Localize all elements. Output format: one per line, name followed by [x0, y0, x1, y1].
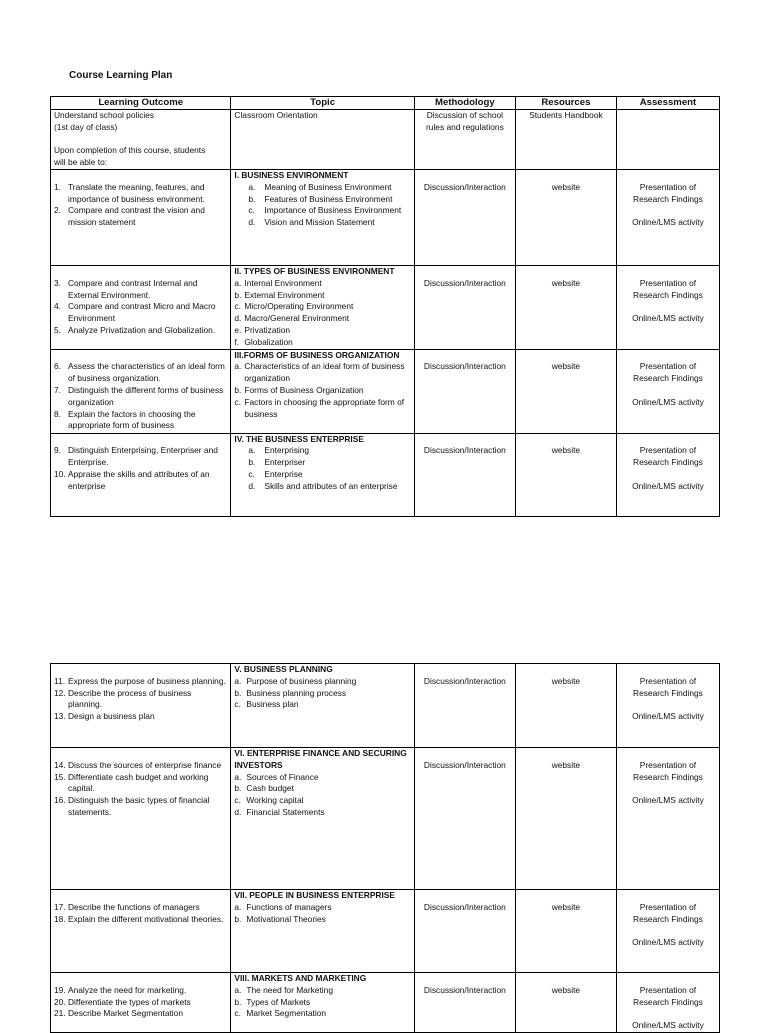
item-letter: a. — [248, 181, 256, 192]
methodology-text: Discussion/Interaction — [423, 675, 506, 686]
item-text: Sources of Finance — [246, 771, 319, 782]
item-text: Enterprise — [264, 468, 303, 479]
list-item — [234, 385, 410, 397]
outcome-line: will be able to: — [54, 157, 108, 168]
outcome-list — [54, 985, 227, 1020]
item-text: Financial Statements — [246, 806, 325, 817]
methodology-text: Discussion/Interaction — [423, 277, 506, 288]
outcome-list — [54, 676, 227, 723]
list-item — [234, 783, 410, 795]
list-item — [54, 795, 227, 819]
assessment-cell — [616, 664, 719, 748]
item-text: Business plan — [246, 699, 299, 710]
item-letter: c. — [234, 699, 241, 710]
topic-title: I. BUSINESS ENVIRONMENT — [234, 170, 349, 180]
resources-text: website — [551, 675, 581, 686]
outcome-list — [54, 182, 227, 229]
list-item — [54, 301, 227, 325]
assessment-line: Research Findings — [633, 193, 703, 204]
list-item — [234, 795, 410, 807]
item-text: Enterpriser — [264, 457, 306, 468]
item-text: Distinguish the basic types of financial statements. — [68, 795, 210, 817]
item-text: Design a business plan — [68, 711, 155, 722]
item-number: 8. — [54, 408, 61, 419]
list-item — [234, 985, 410, 997]
list-item — [54, 385, 227, 409]
item-text: Importance of Business Environment — [264, 205, 402, 216]
item-text: External Environment — [244, 289, 325, 300]
item-number: 9. — [54, 445, 61, 456]
list-item — [234, 301, 410, 313]
assessment-line: Research Findings — [633, 457, 703, 468]
assessment-line: Presentation of — [639, 361, 697, 372]
header-learning-outcome: Learning Outcome — [51, 97, 231, 110]
list-item — [54, 997, 227, 1009]
outcome-cell — [51, 170, 231, 266]
assessment-line: Presentation of — [639, 759, 697, 770]
item-text: Discuss the sources of enterprise finance — [68, 759, 222, 770]
assessment-line: Research Findings — [633, 996, 703, 1007]
page-title: Course Learning Plan — [69, 70, 173, 81]
assessment-line: Online/LMS activity — [632, 711, 704, 722]
item-text: Types of Markets — [246, 996, 311, 1007]
methodology-text: Discussion/Interaction — [423, 445, 506, 456]
list-item — [54, 760, 227, 772]
item-letter: a. — [234, 771, 242, 782]
list-item — [54, 182, 227, 206]
list-item — [234, 902, 410, 914]
list-item — [54, 772, 227, 796]
list-item — [234, 361, 410, 385]
assessment-line: Research Findings — [633, 289, 703, 300]
assessment-line: Online/LMS activity — [632, 396, 704, 407]
item-number: 14. — [54, 759, 66, 770]
subtopic-list — [234, 361, 410, 420]
item-letter: b. — [234, 783, 242, 794]
topic-cell — [231, 890, 414, 973]
assessment-cell — [616, 266, 719, 350]
item-text: Purpose of business planning — [246, 675, 357, 686]
item-text: Compare and contrast Internal and External Environment. — [68, 277, 198, 300]
item-text: Analyze Privatization and Globalization. — [68, 324, 216, 335]
resources-text: website — [551, 181, 581, 192]
table-row — [51, 748, 720, 890]
subtopic-list — [234, 182, 410, 229]
item-number: 3. — [54, 277, 61, 288]
topic-cell — [231, 748, 414, 890]
list-item — [234, 278, 410, 290]
item-number: 17. — [54, 901, 66, 912]
table-row — [51, 349, 720, 433]
item-number: 11. — [54, 675, 66, 686]
item-number: 4. — [54, 301, 61, 312]
topic-title: III.FORMS OF BUSINESS ORGANIZATION — [234, 349, 400, 360]
item-number: 20. — [54, 996, 66, 1007]
assessment-cell — [616, 349, 719, 433]
course-plan-table-continued — [50, 663, 720, 1033]
assessment-cell — [616, 170, 719, 266]
list-item — [234, 313, 410, 325]
list-item — [234, 337, 410, 349]
item-text: Business planning process — [246, 687, 347, 698]
methodology-text: Discussion/Interaction — [423, 361, 506, 372]
topic-title: VII. PEOPLE IN BUSINESS ENTERPRISE — [234, 890, 395, 900]
item-text: Factors in choosing the appropriate form of business — [244, 396, 405, 419]
list-item — [54, 205, 227, 229]
item-number: 6. — [54, 361, 61, 372]
methodology-text: Discussion/Interaction — [423, 901, 506, 912]
resources-cell — [515, 890, 616, 973]
item-text: Translate the meaning, features, and importance of business environment. — [68, 181, 205, 204]
table-row — [51, 890, 720, 973]
list-item — [234, 688, 410, 700]
item-text: Express the purpose of business planning. — [68, 675, 226, 686]
methodology-text: Discussion/Interaction — [423, 181, 506, 192]
subtopic-list — [234, 676, 410, 711]
item-text: Micro/Operating Environment — [244, 301, 354, 312]
assessment-line: Presentation of — [639, 277, 697, 288]
item-letter: f. — [234, 336, 240, 347]
list-item — [248, 194, 410, 206]
list-item — [234, 772, 410, 784]
resources-cell — [515, 664, 616, 748]
list-item — [54, 914, 227, 926]
methodology-cell — [414, 748, 515, 890]
assessment-cell — [616, 748, 719, 890]
outcome-cell — [51, 748, 231, 890]
topic-cell: Classroom Orientation — [231, 110, 414, 170]
list-item — [234, 397, 410, 421]
item-letter: b. — [234, 687, 242, 698]
item-letter: e. — [234, 324, 242, 335]
topic-cell — [231, 433, 414, 516]
list-item — [54, 361, 227, 385]
item-text: Assess the characteristics of an ideal form of business organization. — [68, 361, 225, 384]
item-text: Compare and contrast Micro and Macro Environment — [68, 301, 216, 324]
methodology-text: Discussion/Interaction — [423, 759, 506, 770]
subtopic-list — [234, 278, 410, 349]
assessment-line: Online/LMS activity — [632, 480, 704, 491]
item-letter: d. — [234, 806, 242, 817]
item-text: Describe the process of business planning. — [68, 687, 192, 710]
assessment-line: Online/LMS activity — [632, 313, 704, 324]
resources-text: website — [551, 361, 581, 372]
list-item — [54, 1008, 227, 1020]
list-item — [54, 676, 227, 688]
resources-text: website — [551, 984, 581, 995]
item-letter: c. — [234, 396, 241, 407]
outcome-cell — [51, 433, 231, 516]
item-letter: d. — [234, 313, 242, 324]
assessment-line: Presentation of — [639, 445, 697, 456]
table-row — [51, 266, 720, 350]
topic-cell — [231, 266, 414, 350]
item-text: Distinguish the different forms of business organization — [68, 384, 224, 407]
item-letter: a. — [234, 901, 242, 912]
outcome-cell — [51, 266, 231, 350]
item-text: Working capital — [246, 795, 304, 806]
item-letter: a. — [234, 277, 242, 288]
item-text: The need for Marketing — [246, 984, 333, 995]
assessment-line: Research Findings — [633, 771, 703, 782]
item-text: Explain the factors in choosing the appropriate form of business — [68, 408, 196, 431]
list-item — [248, 217, 410, 229]
item-text: Motivational Theories — [246, 913, 326, 924]
item-letter: c. — [248, 205, 255, 216]
item-letter: c. — [234, 1008, 241, 1019]
table-row — [51, 664, 720, 748]
methodology-cell: Discussion of school rules and regulations — [414, 110, 515, 170]
item-number: 12. — [54, 687, 66, 698]
subtopic-list — [234, 445, 410, 492]
list-item — [54, 711, 227, 723]
item-text: Features of Business Environment — [264, 193, 393, 204]
outcome-list — [54, 278, 227, 337]
assessment-cell — [616, 110, 719, 170]
outcome-line: Understand school policies — [54, 110, 155, 120]
topic-cell — [231, 349, 414, 433]
item-letter: b. — [248, 457, 256, 468]
item-text: Enterprising — [264, 445, 310, 456]
item-text: Differentiate cash budget and working capital. — [68, 771, 209, 794]
item-number: 2. — [54, 205, 61, 216]
list-item — [234, 1008, 410, 1020]
item-number: 5. — [54, 324, 61, 335]
item-text: Forms of Business Organization — [244, 384, 364, 395]
list-item — [234, 699, 410, 711]
subtopic-list — [234, 772, 410, 819]
header-resources: Resources — [515, 97, 616, 110]
list-item — [54, 278, 227, 302]
assessment-line: Research Findings — [633, 373, 703, 384]
item-letter: a. — [234, 675, 242, 686]
assessment-line: Online/LMS activity — [632, 217, 704, 228]
item-text: Skills and attributes of an enterprise — [264, 480, 398, 491]
topic-title: VIII. MARKETS AND MARKETING — [234, 973, 367, 983]
assessment-cell — [616, 433, 719, 516]
item-letter: d. — [248, 480, 256, 491]
list-item — [54, 445, 227, 469]
list-item — [248, 469, 410, 481]
assessment-line: Online/LMS activity — [632, 937, 704, 948]
outcome-list — [54, 902, 227, 926]
list-item — [248, 205, 410, 217]
methodology-cell — [414, 664, 515, 748]
resources-text: website — [551, 759, 581, 770]
item-text: Internal Environment — [244, 277, 322, 288]
outcome-list — [54, 760, 227, 819]
assessment-cell — [616, 890, 719, 973]
table-row — [51, 110, 720, 170]
header-assessment: Assessment — [616, 97, 719, 110]
item-letter: b. — [234, 289, 242, 300]
list-item — [234, 325, 410, 337]
topic-title: V. BUSINESS PLANNING — [234, 664, 333, 674]
item-text: Macro/General Environment — [244, 313, 350, 324]
item-text: Privatization — [244, 324, 291, 335]
methodology-cell — [414, 433, 515, 516]
methodology-cell — [414, 890, 515, 973]
list-item — [234, 676, 410, 688]
topic-cell — [231, 664, 414, 748]
list-item — [234, 807, 410, 819]
list-item — [234, 997, 410, 1009]
item-letter: a. — [234, 361, 242, 372]
assessment-line: Presentation of — [639, 984, 697, 995]
item-letter: c. — [234, 795, 241, 806]
list-item — [248, 457, 410, 469]
list-item — [54, 688, 227, 712]
item-text: Vision and Mission Statement — [264, 217, 375, 228]
item-text: Distinguish Enterprising, Enterpriser and Enterprise. — [68, 445, 218, 468]
item-number: 1. — [54, 181, 61, 192]
resources-cell — [515, 433, 616, 516]
list-item — [234, 914, 410, 926]
outcome-cell — [51, 664, 231, 748]
resources-cell — [515, 266, 616, 350]
outcome-cell — [51, 890, 231, 973]
item-text: Cash budget — [246, 783, 294, 794]
item-text: Appraise the skills and attributes of an enterprise — [68, 468, 210, 491]
outcome-line: (1st day of class) — [54, 121, 118, 132]
item-text: Characteristics of an ideal form of business organization — [244, 361, 405, 384]
item-text: Functions of managers — [246, 901, 332, 912]
list-item — [234, 290, 410, 302]
methodology-text: Discussion/Interaction — [423, 984, 506, 995]
list-item — [248, 182, 410, 194]
assessment-line: Online/LMS activity — [632, 795, 704, 806]
outcome-cell — [51, 110, 231, 170]
item-text: Describe Market Segmentation — [68, 1008, 183, 1019]
item-number: 21. — [54, 1008, 66, 1019]
table-header-row — [51, 97, 720, 110]
list-item — [248, 481, 410, 493]
subtopic-list — [234, 985, 410, 1020]
item-letter: d. — [248, 217, 256, 228]
assessment-line: Presentation of — [639, 675, 697, 686]
item-text: Meaning of Business Environment — [264, 181, 392, 192]
list-item — [248, 445, 410, 457]
item-number: 13. — [54, 711, 66, 722]
list-item — [54, 409, 227, 433]
item-text: Differentiate the types of markets — [68, 996, 191, 1007]
list-item — [54, 325, 227, 337]
item-letter: c. — [234, 301, 241, 312]
item-letter: a. — [248, 445, 256, 456]
resources-cell — [515, 748, 616, 890]
item-letter: b. — [248, 193, 256, 204]
methodology-cell — [414, 349, 515, 433]
list-item — [54, 469, 227, 493]
methodology-cell — [414, 266, 515, 350]
topic-title: II. TYPES OF BUSINESS ENVIRONMENT — [234, 266, 395, 276]
resources-text: website — [551, 901, 581, 912]
header-topic: Topic — [231, 97, 414, 110]
table-row — [51, 170, 720, 266]
resources-cell: Students Handbook — [515, 110, 616, 170]
list-item — [54, 985, 227, 997]
methodology-cell — [414, 170, 515, 266]
item-number: 18. — [54, 913, 66, 924]
topic-title: IV. THE BUSINESS ENTERPRISE — [234, 433, 364, 444]
item-text: Globalization — [244, 336, 293, 347]
item-letter: b. — [234, 996, 242, 1007]
table-row — [51, 433, 720, 516]
course-plan-table — [50, 96, 720, 517]
outcome-line: Upon completion of this course, students — [54, 145, 206, 156]
item-number: 15. — [54, 771, 66, 782]
item-text: Compare and contrast the vision and mission statement — [68, 205, 205, 228]
assessment-line: Presentation of — [639, 901, 697, 912]
resources-cell — [515, 170, 616, 266]
subtopic-list — [234, 902, 410, 926]
list-item — [54, 902, 227, 914]
item-number: 7. — [54, 384, 61, 395]
resources-text: website — [551, 445, 581, 456]
outcome-list — [54, 445, 227, 492]
outcome-cell — [51, 349, 231, 433]
item-text: Analyze the need for marketing. — [68, 984, 187, 995]
topic-cell — [231, 170, 414, 266]
assessment-line: Research Findings — [633, 913, 703, 924]
item-number: 10. — [54, 468, 66, 479]
item-letter: a. — [234, 984, 242, 995]
item-text: Describe the functions of managers — [68, 901, 200, 912]
item-letter: c. — [248, 468, 255, 479]
assessment-line: Online/LMS activity — [632, 1020, 704, 1031]
resources-cell — [515, 349, 616, 433]
item-letter: b. — [234, 913, 242, 924]
item-text: Market Segmentation — [246, 1008, 326, 1019]
item-text: Explain the different motivational theories. — [68, 913, 224, 924]
item-number: 16. — [54, 795, 66, 806]
item-number: 19. — [54, 984, 66, 995]
item-letter: b. — [234, 384, 242, 395]
topic-title: VI. ENTERPRISE FINANCE AND SECURING INVESTORS — [234, 748, 407, 770]
assessment-line: Presentation of — [639, 181, 697, 192]
header-methodology: Methodology — [414, 97, 515, 110]
outcome-list — [54, 361, 227, 432]
assessment-line: Research Findings — [633, 687, 703, 698]
resources-text: website — [551, 277, 581, 288]
